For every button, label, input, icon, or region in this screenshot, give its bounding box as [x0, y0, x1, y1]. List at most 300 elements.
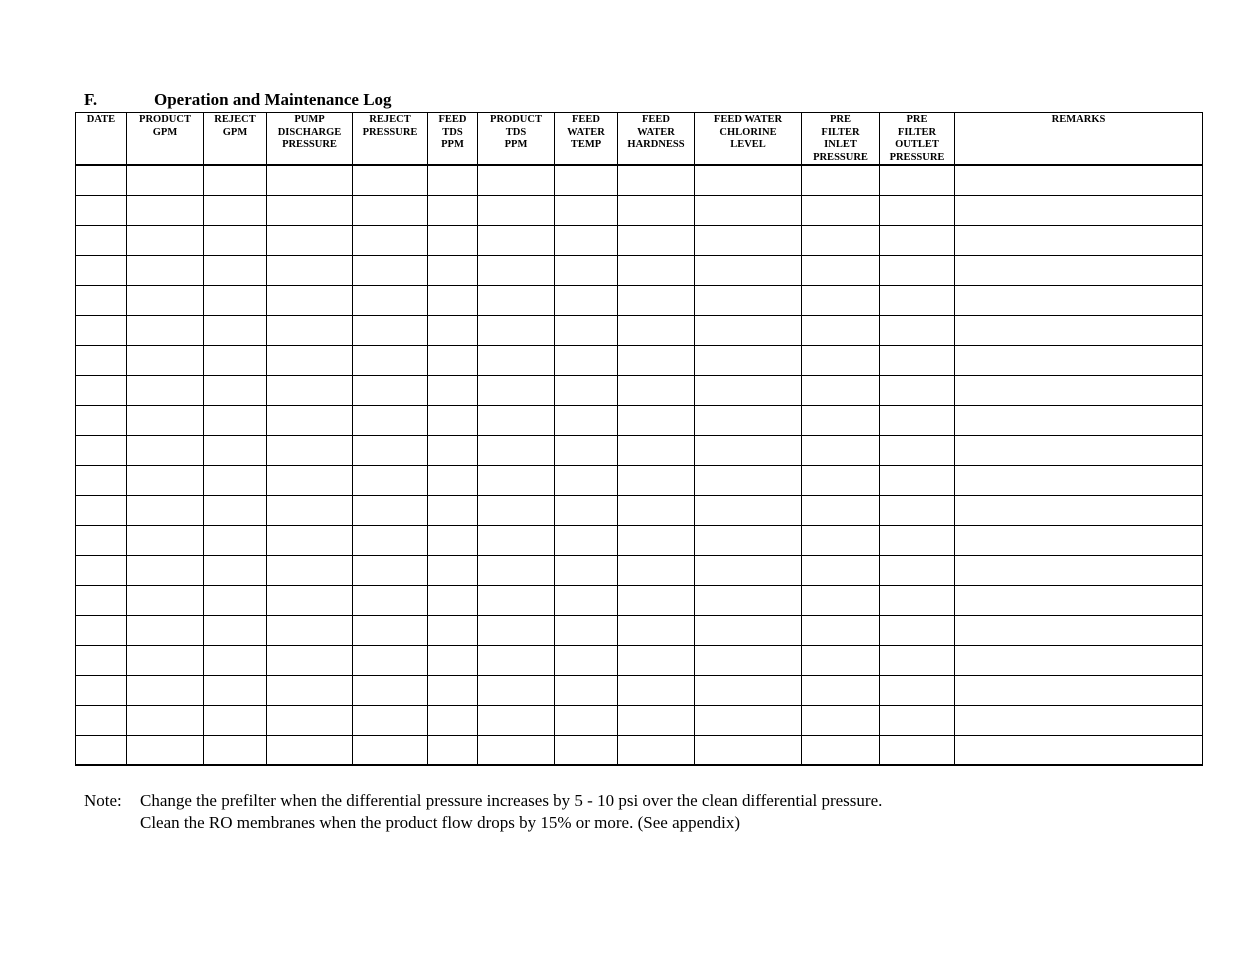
table-cell-feed-water-chlorine-level: [695, 225, 802, 255]
table-cell-pre-filter-inlet-pressure: [802, 465, 880, 495]
table-cell-feed-water-temp: [555, 165, 618, 195]
table-cell-reject-gpm: [204, 165, 267, 195]
table-header-row: [76, 113, 1203, 166]
column-header-pre-filter-outlet-pressure: [880, 113, 955, 166]
table-cell-feed-water-chlorine-level: [695, 465, 802, 495]
table-row: [76, 525, 1203, 555]
column-header-product-tds-ppm: [478, 113, 555, 166]
table-cell-reject-gpm: [204, 585, 267, 615]
table-cell-feed-water-chlorine-level: [695, 255, 802, 285]
table-cell-remarks: [955, 555, 1203, 585]
table-cell-product-tds-ppm: [478, 675, 555, 705]
column-header-line: HARDNESS: [627, 139, 685, 150]
table-cell-remarks: [955, 705, 1203, 735]
table-cell-feed-water-chlorine-level: [695, 195, 802, 225]
table-cell-feed-tds-ppm: [428, 405, 478, 435]
table-cell-feed-water-chlorine-level: [695, 375, 802, 405]
table-cell-pre-filter-outlet-pressure: [880, 495, 955, 525]
table-cell-feed-water-hardness: [618, 345, 695, 375]
table-cell-pre-filter-outlet-pressure: [880, 225, 955, 255]
column-header-reject-pressure: [353, 113, 428, 166]
table-cell-pre-filter-outlet-pressure: [880, 705, 955, 735]
column-header-line: PPM: [504, 139, 528, 150]
table-cell-feed-water-hardness: [618, 435, 695, 465]
table-cell-pump-discharge-pressure: [267, 495, 353, 525]
table-cell-product-tds-ppm: [478, 345, 555, 375]
table-cell-remarks: [955, 195, 1203, 225]
table-cell-feed-water-chlorine-level: [695, 585, 802, 615]
table-cell-product-gpm: [127, 165, 204, 195]
table-cell-product-tds-ppm: [478, 645, 555, 675]
table-cell-pre-filter-inlet-pressure: [802, 285, 880, 315]
table-cell-pre-filter-outlet-pressure: [880, 555, 955, 585]
table-cell-feed-tds-ppm: [428, 165, 478, 195]
table-cell-remarks: [955, 465, 1203, 495]
column-header-line: FEED WATER: [713, 114, 783, 125]
table-cell-reject-pressure: [353, 165, 428, 195]
table-cell-feed-water-temp: [555, 735, 618, 765]
table-cell-pre-filter-outlet-pressure: [880, 645, 955, 675]
table-cell-pre-filter-inlet-pressure: [802, 195, 880, 225]
table-cell-reject-gpm: [204, 285, 267, 315]
column-header-line: DISCHARGE: [277, 126, 342, 138]
table-cell-reject-gpm: [204, 555, 267, 585]
table-cell-feed-water-hardness: [618, 585, 695, 615]
table-cell-reject-pressure: [353, 255, 428, 285]
note-lines: [140, 790, 882, 834]
table-cell-feed-water-temp: [555, 705, 618, 735]
table-cell-reject-pressure: [353, 555, 428, 585]
table-cell-product-gpm: [127, 315, 204, 345]
table-cell-feed-water-hardness: [618, 255, 695, 285]
table-cell-feed-tds-ppm: [428, 285, 478, 315]
table-cell-remarks: [955, 165, 1203, 195]
table-row: [76, 735, 1203, 765]
table-cell-feed-water-chlorine-level: [695, 705, 802, 735]
table-cell-date: [76, 585, 127, 615]
table-cell-reject-pressure: [353, 435, 428, 465]
column-header-line: PRESSURE: [282, 139, 337, 150]
table-cell-product-tds-ppm: [478, 735, 555, 765]
table-row: [76, 195, 1203, 225]
table-cell-reject-gpm: [204, 495, 267, 525]
table-cell-pre-filter-outlet-pressure: [880, 525, 955, 555]
table-cell-reject-gpm: [204, 195, 267, 225]
table-cell-pump-discharge-pressure: [267, 555, 353, 585]
table-cell-feed-water-temp: [555, 525, 618, 555]
table-cell-feed-water-chlorine-level: [695, 285, 802, 315]
table-cell-pre-filter-outlet-pressure: [880, 195, 955, 225]
section-title: Operation and Maintenance Log: [154, 90, 392, 109]
table-cell-product-tds-ppm: [478, 705, 555, 735]
table-cell-feed-water-chlorine-level: [695, 735, 802, 765]
table-cell-pre-filter-inlet-pressure: [802, 705, 880, 735]
table-cell-pre-filter-inlet-pressure: [802, 345, 880, 375]
table-cell-date: [76, 315, 127, 345]
table-cell-pump-discharge-pressure: [267, 285, 353, 315]
table-cell-date: [76, 615, 127, 645]
table-cell-product-tds-ppm: [478, 255, 555, 285]
table-cell-date: [76, 555, 127, 585]
table-cell-feed-water-chlorine-level: [695, 405, 802, 435]
column-header-line: FEED: [641, 114, 670, 125]
table-cell-reject-pressure: [353, 345, 428, 375]
table-cell-pump-discharge-pressure: [267, 195, 353, 225]
table-cell-reject-pressure: [353, 285, 428, 315]
section-letter: F.: [84, 90, 98, 109]
table-cell-pump-discharge-pressure: [267, 375, 353, 405]
table-cell-feed-water-hardness: [618, 645, 695, 675]
table-cell-product-tds-ppm: [478, 465, 555, 495]
column-header-line: PRE: [906, 114, 928, 125]
table-row: [76, 165, 1203, 195]
table-cell-remarks: [955, 255, 1203, 285]
note-label: Note:: [84, 791, 122, 810]
table-row: [76, 315, 1203, 345]
table-cell-pre-filter-inlet-pressure: [802, 645, 880, 675]
table-row: [76, 585, 1203, 615]
table-cell-pre-filter-inlet-pressure: [802, 255, 880, 285]
table-row: [76, 645, 1203, 675]
table-cell-feed-water-temp: [555, 615, 618, 645]
table-row: [76, 555, 1203, 585]
table-cell-date: [76, 345, 127, 375]
table-cell-product-gpm: [127, 735, 204, 765]
column-header-date: [76, 113, 127, 166]
table-cell-pump-discharge-pressure: [267, 165, 353, 195]
table-cell-reject-pressure: [353, 645, 428, 675]
table-cell-feed-tds-ppm: [428, 525, 478, 555]
table-cell-feed-water-temp: [555, 195, 618, 225]
table-cell-reject-gpm: [204, 375, 267, 405]
table-cell-product-gpm: [127, 705, 204, 735]
table-cell-product-tds-ppm: [478, 375, 555, 405]
table-cell-feed-water-hardness: [618, 735, 695, 765]
table-cell-reject-pressure: [353, 585, 428, 615]
table-cell-feed-water-hardness: [618, 675, 695, 705]
table-cell-remarks: [955, 375, 1203, 405]
table-cell-feed-tds-ppm: [428, 555, 478, 585]
table-row: [76, 495, 1203, 525]
column-header-line: LEVEL: [730, 139, 766, 150]
note-line: Clean the RO membranes when the product flow drops by 15% or more. (See appendix): [140, 813, 741, 832]
maintenance-log-table: [75, 112, 1203, 766]
table-cell-reject-gpm: [204, 405, 267, 435]
table-cell-reject-pressure: [353, 705, 428, 735]
table-cell-reject-pressure: [353, 675, 428, 705]
table-cell-feed-water-temp: [555, 585, 618, 615]
table-cell-remarks: [955, 495, 1203, 525]
table-cell-pre-filter-outlet-pressure: [880, 375, 955, 405]
table-cell-pre-filter-inlet-pressure: [802, 375, 880, 405]
table-cell-reject-gpm: [204, 645, 267, 675]
table-cell-product-gpm: [127, 195, 204, 225]
table-cell-pump-discharge-pressure: [267, 435, 353, 465]
table-cell-feed-water-temp: [555, 375, 618, 405]
table-cell-feed-water-temp: [555, 285, 618, 315]
table-cell-reject-pressure: [353, 315, 428, 345]
table-row: [76, 405, 1203, 435]
table-cell-product-gpm: [127, 495, 204, 525]
column-header-line: INLET: [824, 139, 857, 150]
table-cell-feed-tds-ppm: [428, 675, 478, 705]
table-cell-feed-water-temp: [555, 495, 618, 525]
table-cell-date: [76, 165, 127, 195]
column-header-line: TEMP: [570, 139, 602, 150]
column-header-line: OUTLET: [895, 139, 939, 150]
table-cell-product-gpm: [127, 345, 204, 375]
table-cell-feed-water-temp: [555, 255, 618, 285]
table-cell-date: [76, 405, 127, 435]
column-header-line: FEED: [571, 114, 600, 125]
table-cell-feed-water-temp: [555, 465, 618, 495]
table-cell-pre-filter-inlet-pressure: [802, 495, 880, 525]
table-cell-feed-water-hardness: [618, 405, 695, 435]
table-cell-feed-tds-ppm: [428, 345, 478, 375]
column-header-feed-water-temp: [555, 113, 618, 166]
table-row: [76, 255, 1203, 285]
table-cell-feed-tds-ppm: [428, 735, 478, 765]
table-cell-feed-water-chlorine-level: [695, 615, 802, 645]
column-header-feed-water-chlorine-level: [695, 113, 802, 166]
table-cell-feed-tds-ppm: [428, 435, 478, 465]
table-cell-feed-tds-ppm: [428, 225, 478, 255]
table-cell-reject-gpm: [204, 435, 267, 465]
table-cell-pump-discharge-pressure: [267, 735, 353, 765]
table-cell-pre-filter-outlet-pressure: [880, 465, 955, 495]
column-header-line: REJECT: [369, 114, 411, 125]
table-cell-product-tds-ppm: [478, 285, 555, 315]
column-header-line: PUMP: [294, 114, 325, 125]
table-cell-reject-gpm: [204, 345, 267, 375]
table-cell-feed-water-temp: [555, 225, 618, 255]
table-cell-date: [76, 735, 127, 765]
table-cell-feed-water-hardness: [618, 705, 695, 735]
table-cell-pre-filter-inlet-pressure: [802, 405, 880, 435]
table-cell-product-tds-ppm: [478, 555, 555, 585]
column-header-line: PRESSURE: [362, 126, 418, 138]
table-row: [76, 465, 1203, 495]
table-cell-pump-discharge-pressure: [267, 225, 353, 255]
table-cell-product-tds-ppm: [478, 435, 555, 465]
table-body: [76, 165, 1203, 765]
table-cell-pre-filter-outlet-pressure: [880, 675, 955, 705]
table-cell-pump-discharge-pressure: [267, 615, 353, 645]
table-cell-feed-water-hardness: [618, 375, 695, 405]
table-cell-feed-water-temp: [555, 435, 618, 465]
column-header-feed-tds-ppm: [428, 113, 478, 166]
table-cell-remarks: [955, 225, 1203, 255]
table-cell-feed-water-chlorine-level: [695, 645, 802, 675]
table-cell-product-tds-ppm: [478, 165, 555, 195]
table-cell-product-tds-ppm: [478, 585, 555, 615]
table-cell-product-tds-ppm: [478, 615, 555, 645]
table-cell-feed-water-chlorine-level: [695, 675, 802, 705]
table-cell-remarks: [955, 285, 1203, 315]
table-row: [76, 225, 1203, 255]
column-header-reject-gpm: [204, 113, 267, 166]
column-header-line: FILTER: [897, 126, 937, 138]
table-cell-pump-discharge-pressure: [267, 585, 353, 615]
table-cell-feed-water-temp: [555, 645, 618, 675]
column-header-line: REJECT: [214, 114, 256, 125]
table-cell-pre-filter-inlet-pressure: [802, 735, 880, 765]
table-row: [76, 435, 1203, 465]
table-cell-pump-discharge-pressure: [267, 705, 353, 735]
table-cell-pre-filter-inlet-pressure: [802, 225, 880, 255]
table-cell-date: [76, 495, 127, 525]
table-cell-feed-water-chlorine-level: [695, 165, 802, 195]
table-cell-reject-pressure: [353, 495, 428, 525]
table-cell-pre-filter-inlet-pressure: [802, 615, 880, 645]
column-header-line: REMARKS: [1051, 114, 1106, 125]
table-cell-feed-tds-ppm: [428, 465, 478, 495]
column-header-line: FEED: [438, 114, 467, 125]
table-cell-reject-gpm: [204, 735, 267, 765]
column-header-line: WATER: [567, 126, 605, 138]
table-cell-feed-water-temp: [555, 405, 618, 435]
table-cell-product-gpm: [127, 525, 204, 555]
table-cell-feed-water-chlorine-level: [695, 315, 802, 345]
table-cell-pre-filter-inlet-pressure: [802, 585, 880, 615]
table-cell-reject-gpm: [204, 225, 267, 255]
table-cell-remarks: [955, 675, 1203, 705]
table-cell-remarks: [955, 585, 1203, 615]
table-cell-reject-pressure: [353, 405, 428, 435]
table-cell-product-gpm: [127, 225, 204, 255]
table-cell-feed-water-chlorine-level: [695, 495, 802, 525]
table-cell-remarks: [955, 525, 1203, 555]
table-cell-reject-gpm: [204, 525, 267, 555]
table-cell-feed-tds-ppm: [428, 645, 478, 675]
table-cell-pre-filter-outlet-pressure: [880, 285, 955, 315]
table-cell-product-gpm: [127, 255, 204, 285]
table-row: [76, 615, 1203, 645]
table-cell-reject-pressure: [353, 735, 428, 765]
note-line: Change the prefilter when the differential pressure increases by 5 - 10 psi over the clean differential pressure.: [140, 791, 883, 810]
table-cell-product-tds-ppm: [478, 195, 555, 225]
column-header-line: WATER: [637, 126, 675, 138]
column-header-line: TDS: [505, 126, 527, 138]
table-row: [76, 285, 1203, 315]
table-cell-feed-water-chlorine-level: [695, 345, 802, 375]
table-cell-reject-gpm: [204, 315, 267, 345]
table-cell-reject-pressure: [353, 615, 428, 645]
table-cell-product-gpm: [127, 585, 204, 615]
table-cell-feed-tds-ppm: [428, 195, 478, 225]
table-cell-product-tds-ppm: [478, 405, 555, 435]
table-cell-reject-gpm: [204, 255, 267, 285]
table-cell-date: [76, 645, 127, 675]
column-header-pump-discharge-pressure: [267, 113, 353, 166]
table-cell-feed-water-hardness: [618, 225, 695, 255]
table-cell-product-gpm: [127, 285, 204, 315]
table-cell-product-gpm: [127, 405, 204, 435]
table-cell-product-tds-ppm: [478, 315, 555, 345]
table-cell-pump-discharge-pressure: [267, 645, 353, 675]
table-cell-pre-filter-inlet-pressure: [802, 435, 880, 465]
table-cell-feed-tds-ppm: [428, 375, 478, 405]
table-cell-remarks: [955, 345, 1203, 375]
table-cell-pump-discharge-pressure: [267, 345, 353, 375]
table-cell-feed-tds-ppm: [428, 705, 478, 735]
column-header-pre-filter-inlet-pressure: [802, 113, 880, 166]
table-cell-date: [76, 705, 127, 735]
column-header-line: PRODUCT: [139, 114, 191, 125]
table-cell-product-tds-ppm: [478, 495, 555, 525]
column-header-feed-water-hardness: [618, 113, 695, 166]
table-cell-pump-discharge-pressure: [267, 525, 353, 555]
table-cell-pre-filter-inlet-pressure: [802, 675, 880, 705]
table-row: [76, 345, 1203, 375]
table-cell-date: [76, 435, 127, 465]
table-cell-pre-filter-outlet-pressure: [880, 735, 955, 765]
table-cell-product-gpm: [127, 645, 204, 675]
note-block: [84, 790, 882, 834]
column-header-line: PPM: [441, 139, 464, 150]
table-cell-reject-pressure: [353, 225, 428, 255]
table-cell-pump-discharge-pressure: [267, 405, 353, 435]
table-cell-remarks: [955, 615, 1203, 645]
table-cell-pump-discharge-pressure: [267, 315, 353, 345]
table-cell-product-gpm: [127, 615, 204, 645]
column-header-product-gpm: [127, 113, 204, 166]
table-row: [76, 675, 1203, 705]
column-header-line: FILTER: [821, 126, 860, 138]
table-cell-remarks: [955, 645, 1203, 675]
table-cell-product-gpm: [127, 375, 204, 405]
table-cell-reject-pressure: [353, 525, 428, 555]
table-cell-pump-discharge-pressure: [267, 675, 353, 705]
column-header-line: PRE: [830, 114, 851, 125]
column-header-line: GPM: [152, 126, 178, 138]
table-cell-pump-discharge-pressure: [267, 465, 353, 495]
table-cell-reject-gpm: [204, 615, 267, 645]
table-cell-feed-water-chlorine-level: [695, 555, 802, 585]
column-header-line: DATE: [86, 114, 116, 125]
table-cell-feed-tds-ppm: [428, 615, 478, 645]
table-cell-feed-water-hardness: [618, 465, 695, 495]
table-cell-pump-discharge-pressure: [267, 255, 353, 285]
section-heading: [84, 90, 392, 110]
table-cell-product-gpm: [127, 675, 204, 705]
table-cell-reject-gpm: [204, 705, 267, 735]
table-cell-feed-water-hardness: [618, 315, 695, 345]
table-cell-feed-water-hardness: [618, 285, 695, 315]
column-header-line: GPM: [222, 126, 248, 138]
table-cell-date: [76, 375, 127, 405]
table-cell-date: [76, 465, 127, 495]
table-cell-reject-pressure: [353, 375, 428, 405]
table-cell-date: [76, 675, 127, 705]
table-cell-feed-tds-ppm: [428, 315, 478, 345]
table-cell-remarks: [955, 435, 1203, 465]
table-cell-feed-water-hardness: [618, 195, 695, 225]
table-cell-pre-filter-outlet-pressure: [880, 435, 955, 465]
table-cell-remarks: [955, 735, 1203, 765]
table-cell-feed-water-hardness: [618, 615, 695, 645]
table-cell-feed-water-chlorine-level: [695, 525, 802, 555]
table-cell-pre-filter-inlet-pressure: [802, 525, 880, 555]
table-cell-pre-filter-inlet-pressure: [802, 315, 880, 345]
table-cell-feed-water-temp: [555, 345, 618, 375]
column-header-line: PRESSURE: [813, 151, 868, 163]
table-cell-date: [76, 255, 127, 285]
table-cell-reject-gpm: [204, 675, 267, 705]
table-cell-product-gpm: [127, 465, 204, 495]
table-cell-feed-water-hardness: [618, 555, 695, 585]
table-cell-feed-water-temp: [555, 675, 618, 705]
